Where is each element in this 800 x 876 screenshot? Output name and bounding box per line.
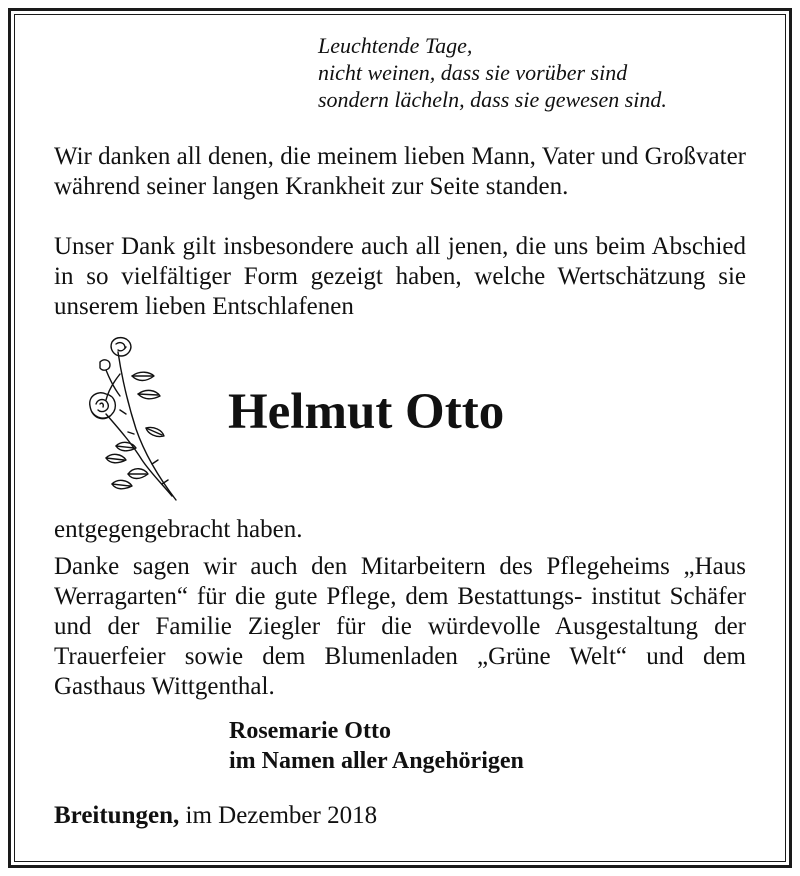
dateline <box>54 801 377 831</box>
thanks-paragraph-1: Wir danken all denen, die meinem lieben Mann, Vater und Großvater während seiner langen Krankheit zur Seite standen. <box>54 143 746 200</box>
thanks-paragraph-3: entgegengebracht haben. <box>54 516 303 543</box>
signature-block <box>229 716 524 776</box>
dateline-date: im Dezember 2018 <box>179 802 378 829</box>
poem-line: sondern lächeln, dass sie gewesen sind. <box>318 87 667 112</box>
poem-quote <box>318 32 667 113</box>
poem-line: nicht weinen, dass sie vorüber sind <box>318 60 628 85</box>
signature-name: Rosemarie Otto <box>229 718 391 744</box>
rose-icon <box>76 334 186 506</box>
thanks-paragraph-4: Danke sagen wir auch den Mitarbeitern des Pflegeheims „Haus Werragarten“ für die gute Pflege, dem Bestattungs- institut Schäfer und der Familie Ziegler für die würdevolle Ausgestaltung der Trauerfeier sowie dem Blumenladen „Grüne Welt“ und dem Gasthaus Wittgenthal. <box>54 553 746 700</box>
deceased-name: Helmut Otto <box>228 384 505 440</box>
thanks-paragraph-2: Unser Dank gilt insbesondere auch all jenen, die uns beim Abschied in so vielfältiger Form gezeigt haben, welche Wertschätzung sie unserem lieben Entschlafenen <box>54 233 746 320</box>
signature-subtitle: im Namen aller Angehörigen <box>229 748 524 774</box>
poem-line: Leuchtende Tage, <box>318 33 473 58</box>
dateline-place: Breitungen, <box>54 802 180 829</box>
